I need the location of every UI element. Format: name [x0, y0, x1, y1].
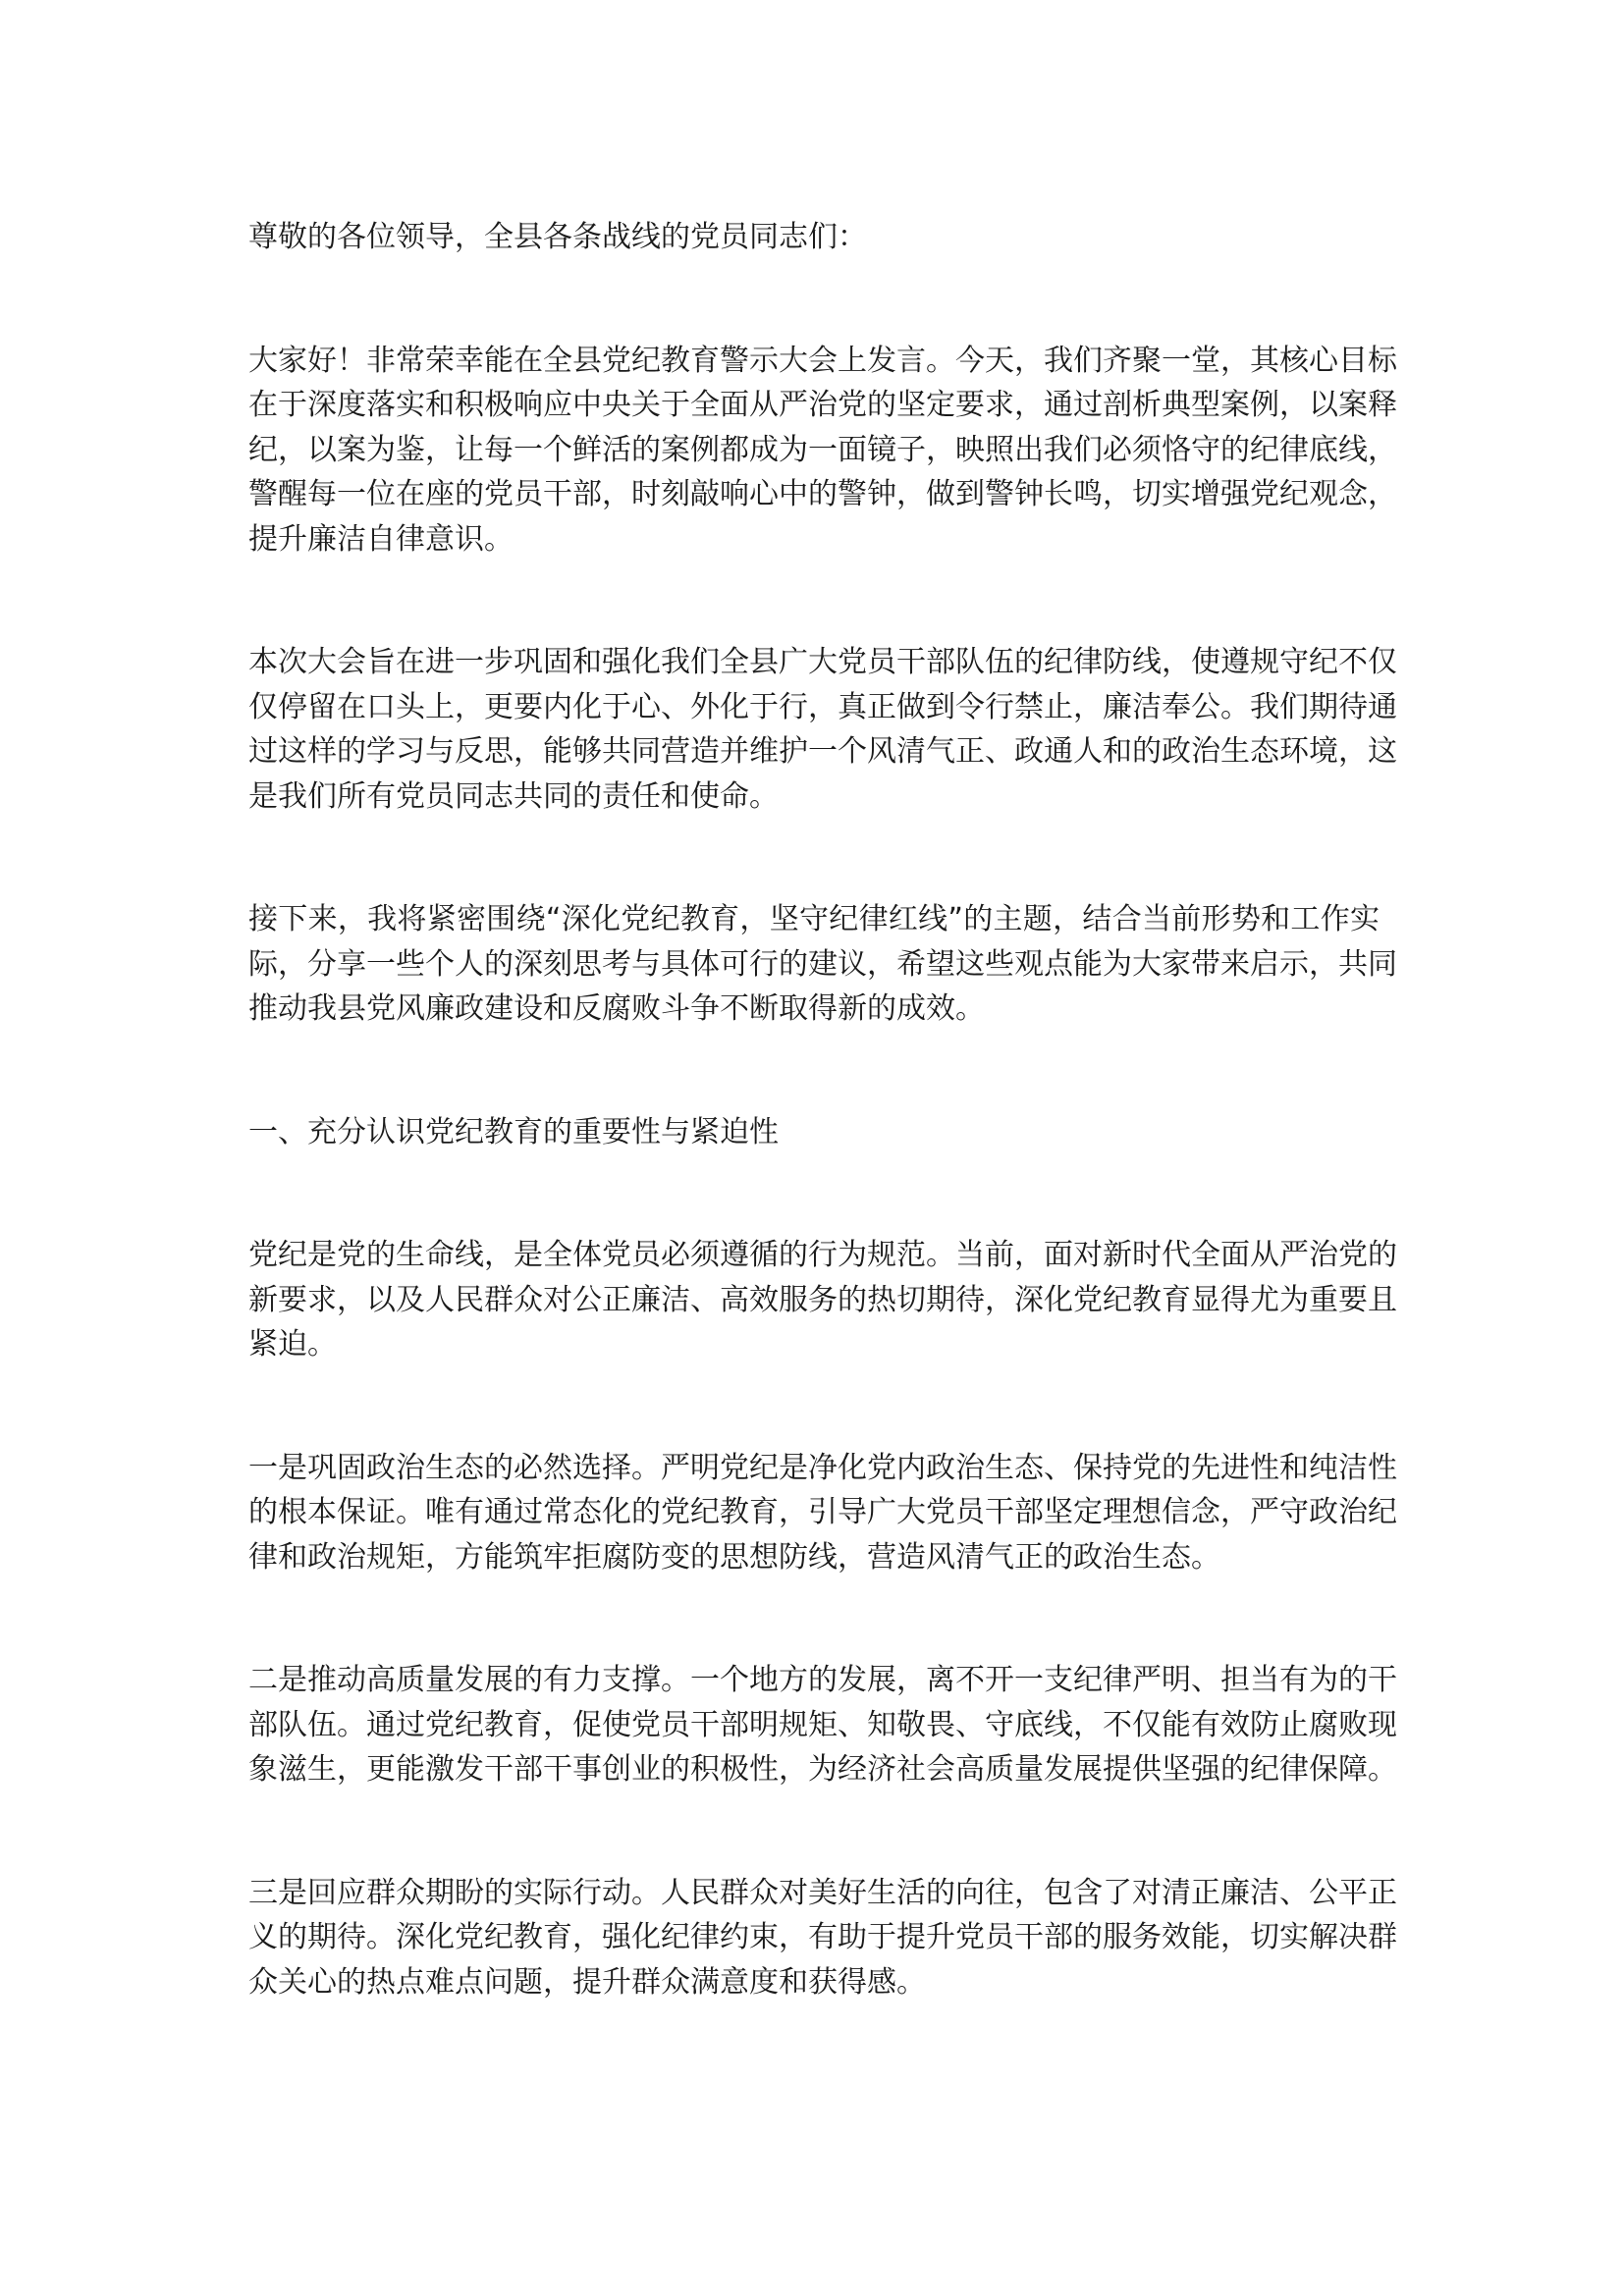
text-line: 三是回应群众期盼的实际行动。人民群众对美好生活的向往，包含了对清正廉洁、公平正 — [248, 1875, 1397, 1910]
text-line: 推动我县党风廉政建设和反腐败斗争不断取得新的成效。 — [248, 991, 985, 1026]
text-line: 新要求，以及人民群众对公正廉洁、高效服务的热切期待，深化党纪教育显得尤为重要且 — [248, 1282, 1397, 1317]
paragraph — [248, 1446, 1397, 1580]
text-line: 二是推动高质量发展的有力支撑。一个地方的发展，离不开一支纪律严明、担当有为的干 — [248, 1663, 1397, 1697]
document-page — [248, 215, 1397, 2083]
text-line: 提升廉洁自律意识。 — [248, 521, 514, 557]
text-line: 大家好！非常荣幸能在全县党纪教育警示大会上发言。今天，我们齐聚一堂，其核心目标 — [248, 343, 1397, 378]
paragraph — [248, 1233, 1397, 1367]
text-line: 众关心的热点难点问题，提升群众满意度和获得感。 — [248, 1964, 926, 2000]
text-line: 尊敬的各位领导，全县各条战线的党员同志们： — [248, 220, 867, 254]
text-line: 一是巩固政治生态的必然选择。严明党纪是净化党内政治生态、保持党的先进性和纯洁性 — [248, 1450, 1397, 1485]
text-line: 在于深度落实和积极响应中央关于全面从严治党的坚定要求，通过剖析典型案例，以案释 — [248, 388, 1397, 422]
text-line: 一、充分认识党纪教育的重要性与紧迫性 — [248, 1114, 779, 1149]
text-line: 部队伍。通过党纪教育，促使党员干部明规矩、知敬畏、守底线，不仅能有效防止腐败现 — [248, 1707, 1397, 1742]
text-line: 党纪是党的生命线，是全体党员必须遵循的行为规范。当前，面对新时代全面从严治党的 — [248, 1238, 1397, 1272]
salutation — [248, 215, 1380, 260]
text-line: 的根本保证。唯有通过常态化的党纪教育，引导广大党员干部坚定理想信念，严守政治纪 — [248, 1495, 1397, 1529]
text-line: 警醒每一位在座的党员干部，时刻敲响心中的警钟，做到警钟长鸣，切实增强党纪观念， — [248, 477, 1397, 511]
text-line: 际，分享一些个人的深刻思考与具体可行的建议，希望这些观点能为大家带来启示，共同 — [248, 946, 1397, 982]
text-line: 是我们所有党员同志共同的责任和使命。 — [248, 778, 779, 814]
paragraph — [248, 1658, 1397, 1792]
text-line: 接下来，我将紧密围绕“深化党纪教育，坚守纪律红线”的主题，结合当前形势和工作实 — [248, 902, 1380, 936]
text-line: 紧迫。 — [248, 1327, 337, 1362]
paragraph — [248, 640, 1397, 819]
text-line: 过这样的学习与反思，能够共同营造并维护一个风清气正、政通人和的政治生态环境，这 — [248, 734, 1397, 769]
text-line: 仅停留在口头上，更要内化于心、外化于行，真正做到令行禁止，廉洁奉公。我们期待通 — [248, 689, 1397, 724]
text-line: 义的期待。深化党纪教育，强化纪律约束，有助于提升党员干部的服务效能，切实解决群 — [248, 1920, 1397, 1954]
text-line: 象滋生，更能激发干部干事创业的积极性，为经济社会高质量发展提供坚强的纪律保障。 — [248, 1752, 1397, 1787]
paragraph — [248, 339, 1397, 562]
paragraph — [248, 1871, 1397, 2005]
section-heading — [248, 1110, 1380, 1155]
text-line: 本次大会旨在进一步巩固和强化我们全县广大党员干部队伍的纪律防线，使遵规守纪不仅 — [248, 645, 1397, 679]
paragraph — [248, 897, 1397, 1032]
text-line: 纪，以案为鉴，让每一个鲜活的案例都成为一面镜子，映照出我们必须恪守的纪律底线， — [248, 432, 1397, 467]
text-line: 律和政治规矩，方能筑牢拒腐防变的思想防线，营造风清气正的政治生态。 — [248, 1539, 1220, 1575]
